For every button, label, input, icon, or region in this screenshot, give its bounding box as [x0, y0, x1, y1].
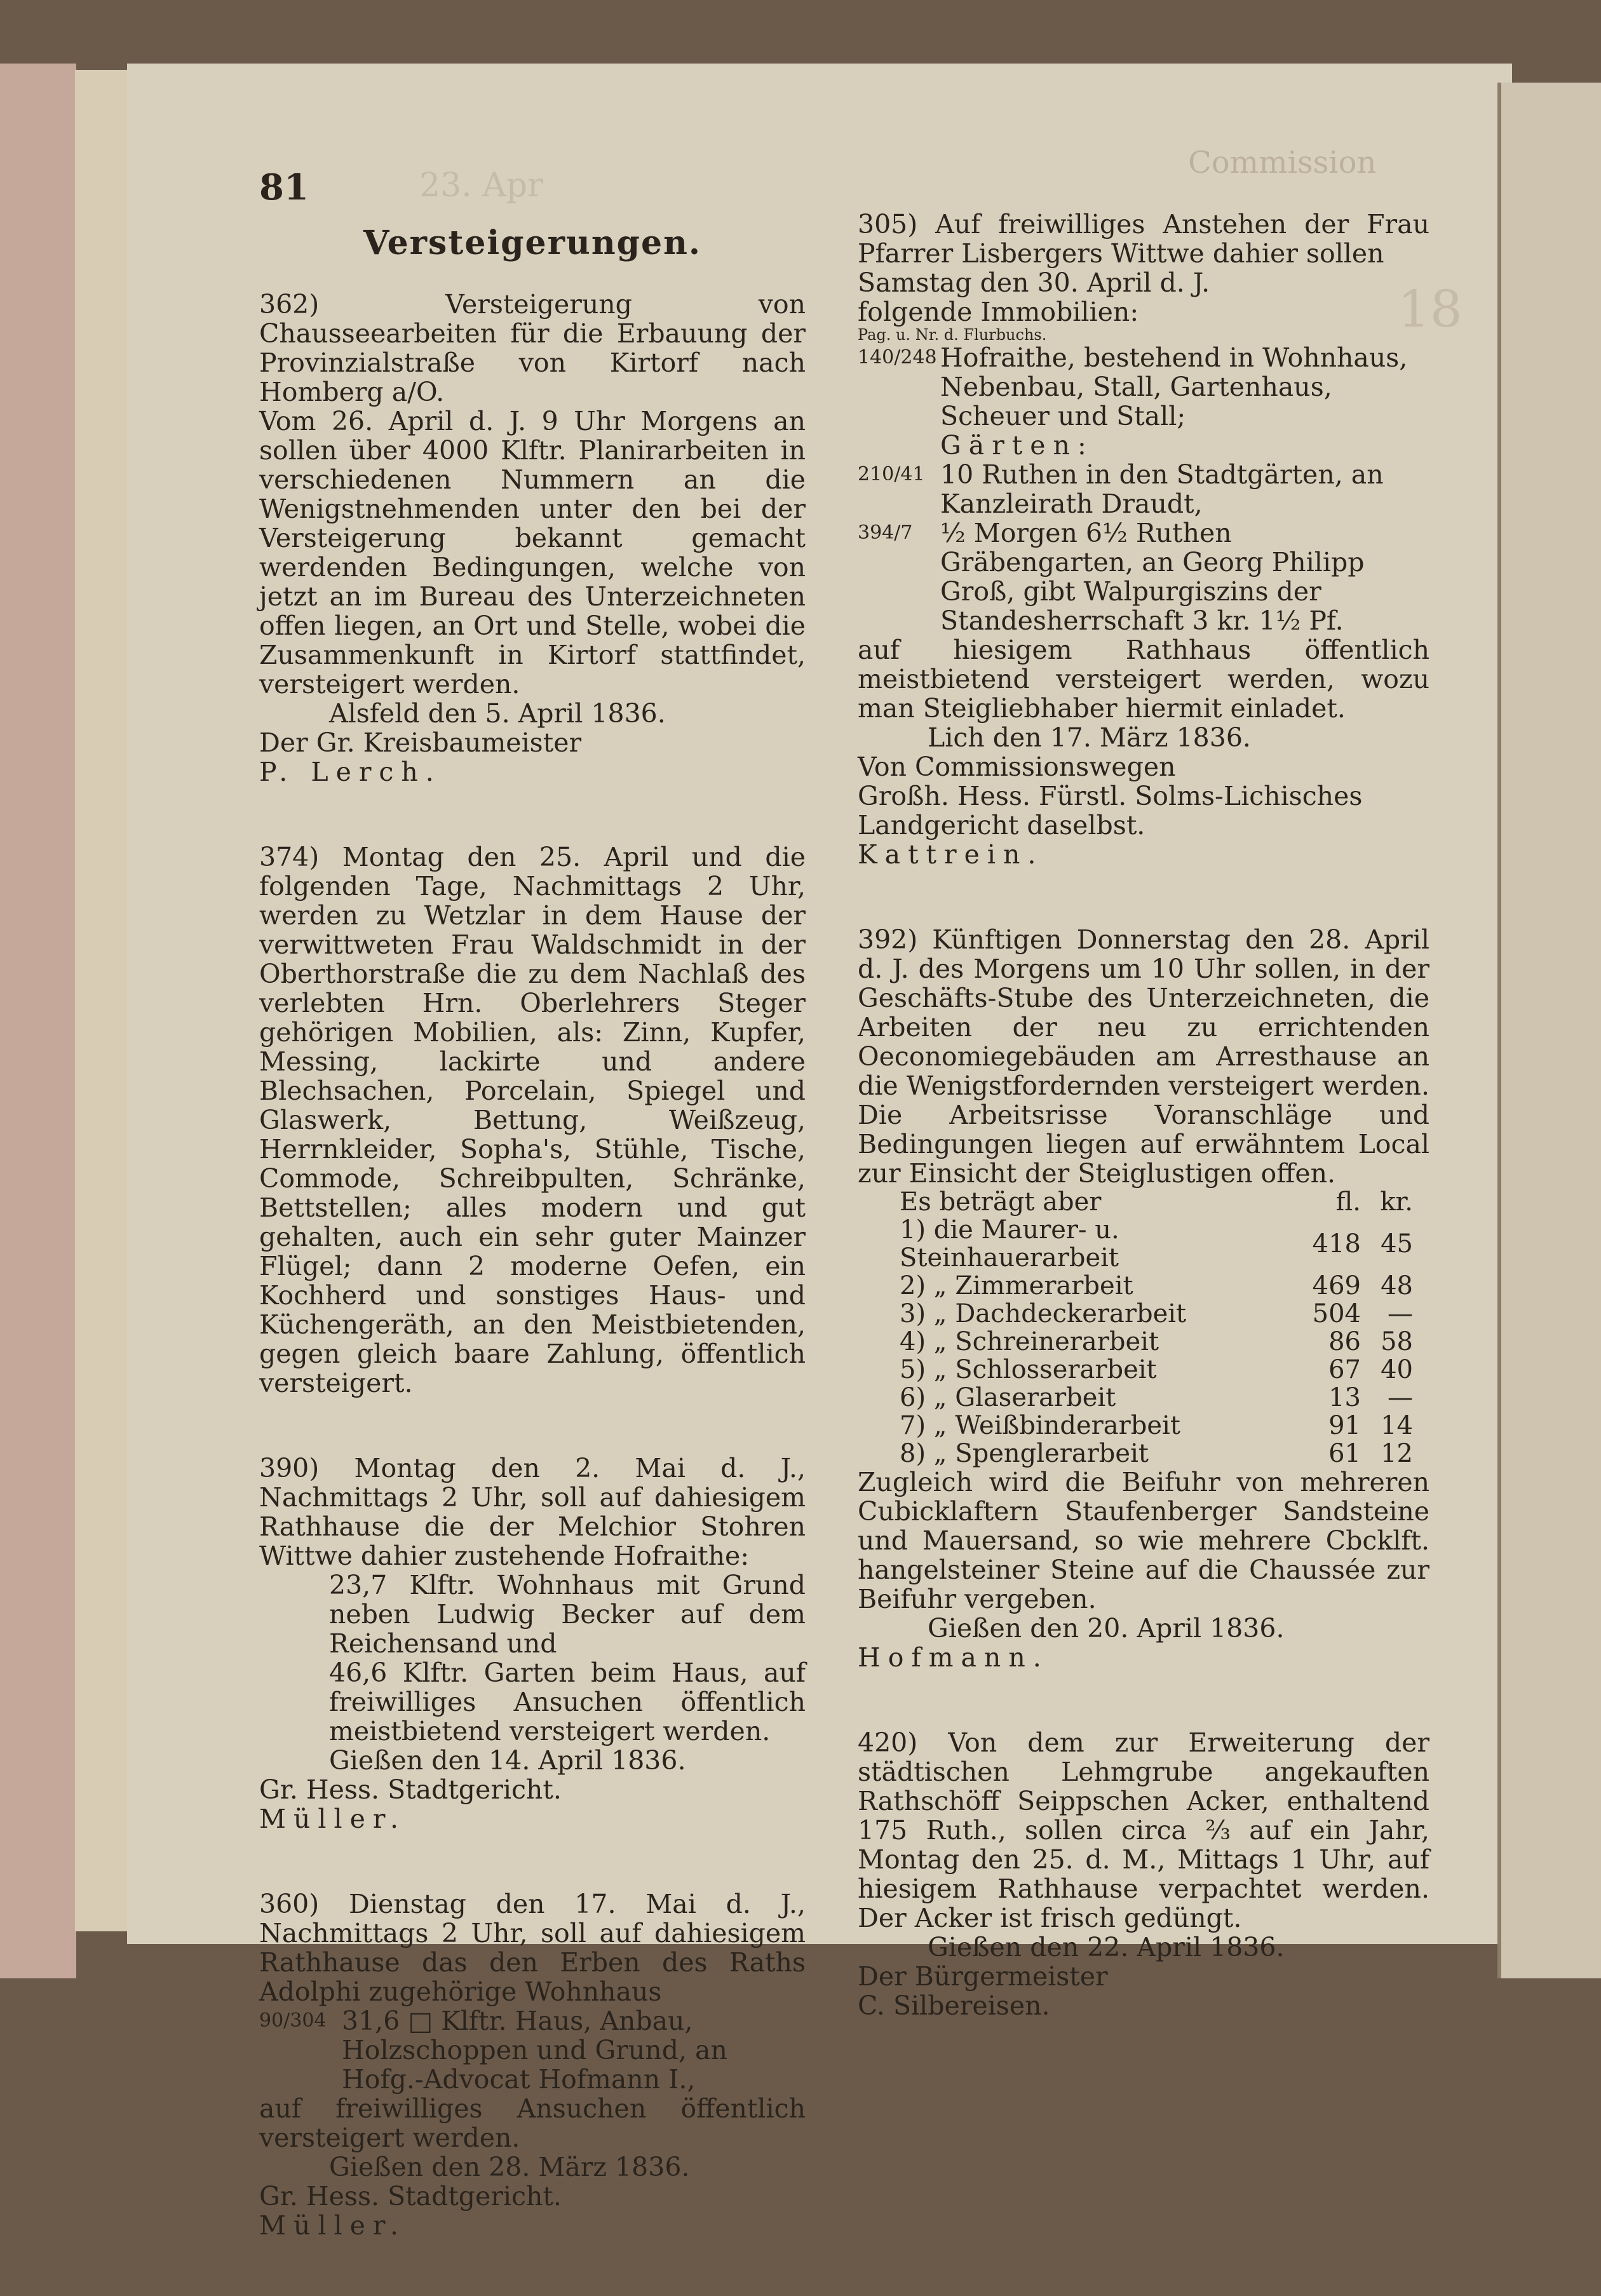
signature-name: Müller.: [259, 1804, 407, 1834]
notice-392: [858, 925, 1429, 1672]
notice-date-line: Samstag den 30. April d. J.: [858, 267, 1210, 298]
column-header: Pag. u. Nr. d. Flurbuchs.: [858, 326, 1047, 344]
table-cell: 5) „ Schlosserarbeit: [900, 1355, 1157, 1384]
notice-360: [259, 1889, 806, 2240]
parcel-row: [858, 518, 1429, 635]
notice-text: folgende Immobilien:: [858, 297, 1139, 327]
table-cell: 13: [1328, 1383, 1361, 1412]
property-line: 46,6 Klftr. Garten beim Haus, auf freiwilliges Ansuchen öffentlich meistbietend versteigert werden.: [329, 1658, 806, 1746]
notice-text: 360) Dienstag den 17. Mai d. J., Nachmittags 2 Uhr, soll auf dahiesigem Rathhause das den Erben des Raths Adolphi zugehörige Wohnhaus: [259, 1889, 806, 2007]
signature-line: Der Bürgermeister: [858, 1961, 1108, 1992]
cost-table: [896, 1188, 1417, 1468]
table-cell: 3) „ Dachdeckerarbeit: [900, 1299, 1187, 1328]
table-cell: 2) „ Zimmerarbeit: [900, 1271, 1133, 1300]
parcel-row: [858, 431, 1429, 460]
table-cell: 6) „ Glaserarbeit: [900, 1383, 1116, 1412]
signature-line: Gr. Hess. Stadtgericht.: [259, 1774, 562, 1805]
parcel-row: [858, 460, 1429, 518]
facing-page-sliver: [1499, 83, 1601, 1978]
table-header-kr: kr.: [1380, 1187, 1413, 1217]
table-cell: 14: [1381, 1411, 1413, 1440]
table-cell: 40: [1381, 1355, 1413, 1384]
table-header-row: [896, 1188, 1417, 1216]
place-date: Gießen den 22. April 1836.: [928, 1932, 1285, 1962]
place-date: Alsfeld den 5. April 1836.: [329, 698, 666, 729]
notice-text: 374) Montag den 25. April und die folgenden Tage, Nachmittags 2 Uhr, werden zu Wetzlar in dem Hause der verwittweten Frau Waldschmidt in der Oberthorstraße die zu dem Nachlaß des verlebten Hrn. Oberlehrers Steger gehörigen Mobilien, als: Zinn, Kupfer, Messing, lackirte und andere Blechsachen, Porcelain, Spiegel und Glaswerk, Bettung, Weißzeug, Herrnkleider, Sopha's, Stühle, Tische, Commode, Schreibpulten, Schränke, Bettstellen; alles modern und gut gehalten, auch ein sehr guter Mainzer Flügel; dann 2 moderne Oefen, ein Kochherd und sonstiges Haus- und Küchengeräth, an den Meistbietenden, gegen gleich baare Zahlung, öffentlich versteigert.: [259, 842, 806, 1398]
notice-text: Vom 26. April d. J. 9 Uhr Morgens an sollen über 4000 Klftr. Planirarbeiten in verschiedenen Nummern an die Wenigstnehmenden unter den bei der Versteigerung bekannt gemacht werdenden Bedingungen, welche von jetzt an im Bureau des Unterzeichneten offen liegen, an Ort und Stelle, wobei die Zusammenkunft in Kirtorf stattfindet, versteigert werden.: [259, 406, 806, 699]
section-heading: Versteigerungen.: [363, 224, 701, 262]
signature-line: Großh. Hess. Fürstl. Solms-Lichisches: [858, 781, 1363, 811]
table-cell: 4) „ Schreinerarbeit: [900, 1327, 1159, 1356]
table-cell: 469: [1312, 1271, 1361, 1300]
notice-374: [259, 842, 806, 1398]
notice-420: [858, 1728, 1429, 2020]
notice-closing: Zugleich wird die Beifuhr von mehreren Cubicklaftern Staufenberger Sandsteine und Mauersand, so wie mehrere Cbcklft. hangelsteiner Steine auf die Chaussée zur Beifuhr vergeben.: [858, 1467, 1429, 1614]
notice-text: 420) Von dem zur Erweiterung der städtischen Lehmgrube angekauften Rathschöff Seippschen Acker, enthaltend 175 Ruth., sollen circa ⅔ auf ein Jahr, Montag den 25. d. M., Mittags 1 Uhr, auf hiesigem Rathhause verpachtet werden. Der Acker ist frisch gedüngt.: [858, 1727, 1429, 1933]
place-date: Gießen den 20. April 1836.: [928, 1613, 1285, 1644]
signature-line: Landgericht daselbst.: [858, 810, 1145, 841]
parcel-number: 210/41: [858, 463, 925, 485]
signature-line: Der Gr. Kreisbaumeister: [259, 727, 582, 758]
table-row: [896, 1412, 1417, 1440]
parcel-description: ½ Morgen 6½ Ruthen Gräbengarten, an Georg Philipp Groß, gibt Walpurgiszins der Standesherrschaft 3 kr. 1½ Pf.: [940, 518, 1365, 636]
table-cell: —: [1388, 1383, 1413, 1412]
notice-305: [858, 210, 1429, 869]
right-column: [858, 210, 1429, 2076]
table-cell: —: [1388, 1299, 1413, 1328]
notice-390: [259, 1454, 806, 1833]
table-cell: 58: [1381, 1327, 1413, 1356]
notice-text: 362) Versteigerung von Chausseearbeiten für die Erbauung der Provinzialstraße von Kirtorf nach Homberg a/O.: [259, 289, 806, 407]
signature-name: C. Silbereisen.: [858, 1990, 1050, 2021]
table-cell: 86: [1328, 1327, 1361, 1356]
table-row: [896, 1300, 1417, 1328]
spine-edge: [0, 64, 76, 1978]
parcel-description: 10 Ruthen in den Stadtgärten, an Kanzleirath Draudt,: [940, 459, 1384, 519]
table-cell: 1) die Maurer- u. Steinhauerarbeit: [900, 1215, 1119, 1273]
table-cell: 7) „ Weißbinderarbeit: [900, 1411, 1180, 1440]
parcel-description: 31,6 □ Klftr. Haus, Anbau, Holzschoppen und Grund, an Hofg.-Advocat Hofmann I.,: [342, 2006, 727, 2095]
parcel-number: 90/304: [259, 2009, 327, 2032]
place-date: Gießen den 28. März 1836.: [329, 2152, 690, 2182]
table-row: [896, 1440, 1417, 1468]
ghost-fragment: Commission: [1188, 145, 1377, 180]
table-row: [896, 1328, 1417, 1356]
ghost-text-bleed: [1188, 145, 1376, 180]
notice-text: 305) Auf freiwilliges Anstehen der Frau Pfarrer Lisbergers Wittwe dahier sollen: [858, 209, 1429, 269]
table-cell: 67: [1328, 1355, 1361, 1384]
ghost-fragment: 23. Apr: [419, 166, 543, 205]
table-cell: 91: [1328, 1411, 1361, 1440]
ghost-text-bleed-2: [419, 166, 543, 205]
parcel-subheading: Gärten:: [940, 430, 1094, 461]
signature-name: Hofmann.: [858, 1642, 1049, 1673]
notice-362: [259, 290, 806, 787]
signature-name: P. Lerch.: [259, 757, 442, 787]
signature-line: Gr. Hess. Stadtgericht.: [259, 2181, 562, 2212]
table-header-fl: fl.: [1335, 1187, 1361, 1217]
page-number: 81: [259, 166, 309, 208]
table-intro: Es beträgt aber: [900, 1187, 1102, 1217]
parcel-row: [259, 2006, 806, 2094]
ghost-fragment: 18: [1398, 280, 1463, 339]
parcel-description: Hofraithe, bestehend in Wohnhaus, Nebenbau, Stall, Gartenhaus, Scheuer und Stall;: [940, 342, 1408, 431]
ghost-text-bleed-3: [1398, 280, 1463, 339]
parcel-number: 140/248: [858, 346, 937, 368]
parcel-number: [858, 431, 940, 460]
signature-name: Müller.: [259, 2210, 407, 2241]
parcel-row: [858, 343, 1429, 431]
left-column: [259, 210, 806, 2296]
table-cell: 48: [1381, 1271, 1413, 1300]
property-line: 23,7 Klftr. Wohnhaus mit Grund neben Ludwig Becker auf dem Reichensand und: [329, 1570, 806, 1659]
signature-name: Kattrein.: [858, 839, 1044, 870]
notice-closing: auf hiesigem Rathhaus öffentlich meistbietend versteigert werden, wozu man Steigliebhaber hiermit einladet.: [858, 635, 1429, 724]
signature-line: Von Commissionswegen: [858, 752, 1176, 782]
table-cell: 8) „ Spenglerarbeit: [900, 1439, 1149, 1468]
table-cell: 45: [1381, 1229, 1413, 1259]
table-cell: 12: [1381, 1439, 1413, 1468]
notice-closing: auf freiwilliges Ansuchen öffentlich versteigert werden.: [259, 2093, 806, 2153]
table-cell: 504: [1312, 1299, 1361, 1328]
table-cell: 418: [1312, 1229, 1361, 1259]
table-cell: 61: [1328, 1439, 1361, 1468]
table-row: [896, 1384, 1417, 1412]
parcel-number: 394/7: [858, 522, 913, 544]
table-row: [896, 1356, 1417, 1384]
place-date: Gießen den 14. April 1836.: [329, 1745, 686, 1776]
table-row: [896, 1272, 1417, 1300]
notice-text: 390) Montag den 2. Mai d. J., Nachmittags 2 Uhr, soll auf dahiesigem Rathhause die der Melchior Stohren Wittwe dahier zustehende Hofraithe:: [259, 1453, 806, 1571]
table-row: [896, 1216, 1417, 1272]
notice-text: 392) Künftigen Donnerstag den 28. April d. J. des Morgens um 10 Uhr sollen, in der Geschäfts-Stube des Unterzeichneten, die Arbeiten der neu zu errichtenden Oeconomiegebäuden am Arresthause an die Wenigstfordernden versteigert werden. Die Arbeitsrisse Voranschläge und Bedingungen liegen auf erwähntem Local zur Einsicht der Steiglustigen offen.: [858, 924, 1429, 1189]
place-date: Lich den 17. März 1836.: [928, 722, 1251, 753]
